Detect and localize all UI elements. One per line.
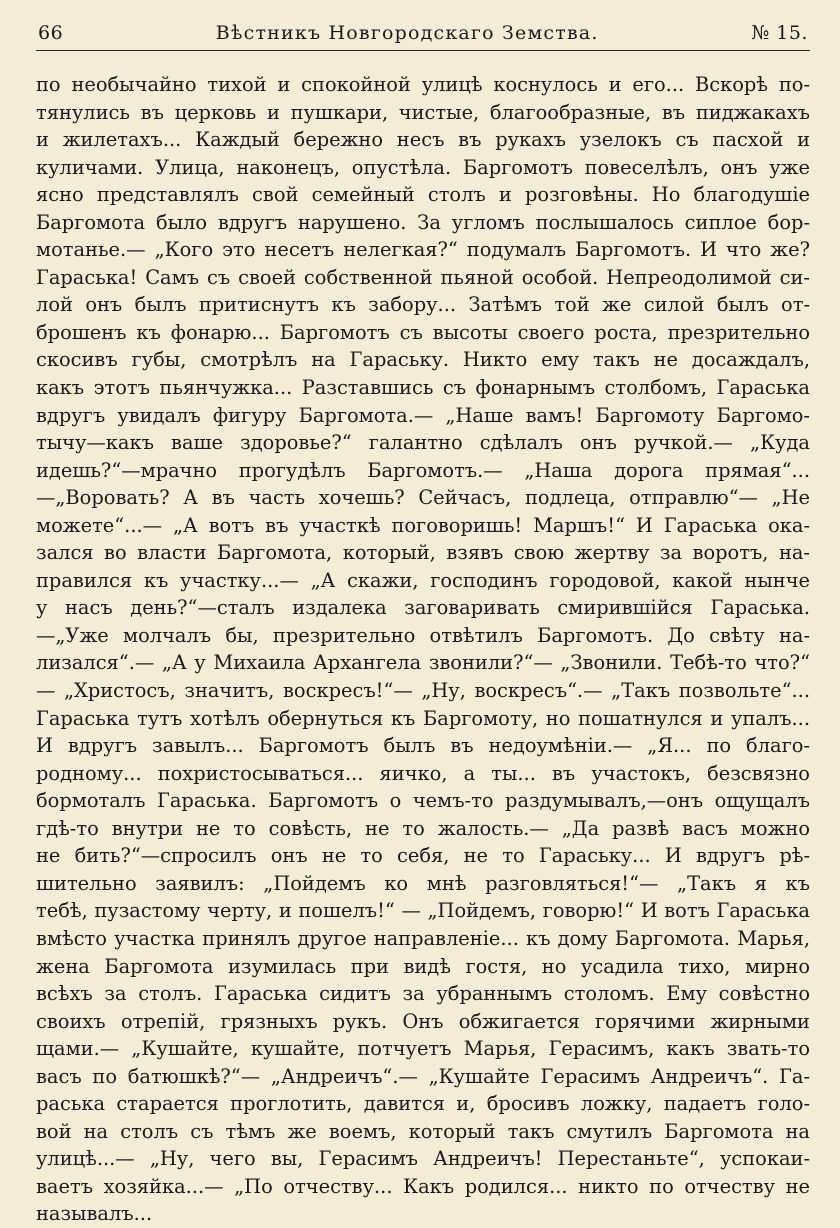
text-line: мотанье.— „Кого это несетъ нелегкая?“ подумалъ Баргомотъ. И что же?: [36, 238, 810, 262]
text-line: бормоталъ Гараська. Баргомотъ о чемъ-то раздумывалъ,—онъ ощущалъ: [36, 789, 810, 813]
text-line: лой онъ былъ притиснутъ къ забору... Затѣмъ той же силой былъ от-: [36, 293, 810, 317]
text-line: улицѣ...— „Ну, чего вы, Герасимъ Андреичъ! Перестаньте“, успокаи-: [36, 1147, 810, 1171]
text-line: тычу—какъ ваше здоровье?“ галантно сдѣлалъ онъ ручкой.— „Куда: [36, 431, 810, 455]
text-line: не бить?“—спросилъ онъ не то себя, не то Гараську... И вдругъ рѣ-: [36, 844, 810, 868]
header-rule: [36, 50, 810, 51]
running-header: [36, 22, 810, 44]
text-line: ваетъ хозяйка...— „По отчеству... Какъ родился... никто по отчеству не: [36, 1174, 810, 1198]
text-line: и жилетахъ... Каждый бережно несъ въ рукахъ узелокъ съ пасхой и: [36, 128, 810, 152]
text-line: Баргомота было вдругъ нарушено. За угломъ послышалось сиплое бор-: [36, 210, 810, 234]
text-line: зался во власти Баргомота, который, взявъ свою жертву за воротъ, на-: [36, 541, 810, 565]
text-line: какъ этотъ пьянчужка... Разставшись съ фонарнымъ столбомъ, Гараська: [36, 376, 810, 400]
text-line: скосивъ губы, смотрѣлъ на Гараську. Никто ему такъ не досаждалъ,: [36, 348, 810, 372]
text-line: идешь?“—мрачно прогудѣлъ Баргомотъ.— „Наша дорога прямая“...: [36, 458, 810, 482]
text-line: васъ по батюшкѣ?“— „Андреичъ“.— „Кушайте Герасимъ Андреичъ“. Га-: [36, 1064, 810, 1088]
text-line: у насъ день?“—сталъ издалека заговаривать смирившійся Гараська.: [36, 596, 810, 620]
text-line: тебѣ, пузастому черту, и пошелъ!“ — „Пойдемъ, говорю!“ И вотъ Гараська: [36, 899, 810, 923]
page-number: 66: [38, 22, 64, 44]
text-line: И вдругъ завылъ... Баргомотъ былъ въ недоумѣніи.— „Я... по благо-: [36, 734, 810, 758]
text-line: родному... похристосываться... яичко, а ты... въ участокъ, безсвязно: [36, 761, 810, 785]
body-text: [36, 71, 810, 1228]
text-line: — „Христосъ, значитъ, воскресъ!“— „Ну, воскресъ“.— „Такъ позвольте“...: [36, 679, 810, 703]
text-line: жена Баргомота изумилась при видѣ гостя, но усадила тихо, мирно: [36, 954, 810, 978]
text-line: правился къ участку...— „А скажи, господинъ городовой, какой нынче: [36, 568, 810, 592]
text-line: своихъ отрепій, грязныхъ рукъ. Онъ обжигается горячими жирными: [36, 1009, 810, 1033]
text-line: называлъ...: [36, 1202, 153, 1226]
text-line: гдѣ-то внутри не то совѣсть, не то жалость.— „Да развѣ васъ можно: [36, 816, 810, 840]
text-line: —„Воровать? А въ часть хочешь? Сейчасъ, подлеца, отправлю“— „Не: [36, 486, 810, 510]
text-line: тянулись въ церковь и пушкари, чистые, благообразные, въ пиджакахъ: [36, 100, 810, 124]
text-line: шительно заявилъ: „Пойдемъ ко мнѣ разговляться!“— „Такъ я къ: [36, 871, 810, 895]
text-line: щами.— „Кушайте, кушайте, потчуетъ Марья, Герасимъ, какъ звать-то: [36, 1037, 810, 1061]
text-line: вдругъ увидалъ фигуру Баргомота.— „Наше вамъ! Баргомоту Баргомо-: [36, 403, 810, 427]
text-line: —„Уже молчалъ бы, презрительно отвѣтилъ Баргомотъ. До свѣту на-: [36, 623, 810, 647]
text-line: ясно представлялъ свой семейный столъ и розговѣны. Но благодушіе: [36, 183, 810, 207]
text-line: по необычайно тихой и спокойной улицѣ коснулось и его... Вскорѣ по-: [36, 73, 810, 96]
text-line: вмѣсто участка принялъ другое направленіе... къ дому Баргомота. Марья,: [36, 926, 810, 950]
text-line: куличами. Улица, наконецъ, опустѣла. Баргомотъ повеселѣлъ, онъ уже: [36, 155, 810, 179]
text-line: вой на столъ съ тѣмъ же воемъ, который такъ смутилъ Баргомота на: [36, 1119, 810, 1143]
text-line: Гараська! Самъ съ своей собственной пьяной особой. Непреодолимой си-: [36, 265, 810, 289]
issue-number: № 15.: [751, 22, 808, 44]
text-line: брошенъ къ фонарю... Баргомотъ съ высоты своего роста, презрительно: [36, 320, 810, 344]
text-line: раська старается проглотить, давится и, бросивъ ложку, падаетъ голо-: [36, 1092, 810, 1116]
text-line: можете“...— „А вотъ въ участкѣ поговоришь! Маршъ!“ И Гараська ока-: [36, 513, 810, 537]
journal-title: Вѣстникъ Новгородскаго Земства.: [215, 22, 599, 44]
text-line: всѣхъ за столъ. Гараська сидитъ за убраннымъ столомъ. Ему совѣстно: [36, 982, 810, 1006]
text-line: Гараська тутъ хотѣлъ обернуться къ Баргомоту, но пошатнулся и упалъ...: [36, 706, 810, 730]
text-line: лизался“.— „А у Михаила Архангела звонили?“— „Звонили. Тебѣ-то что?“: [36, 651, 810, 675]
